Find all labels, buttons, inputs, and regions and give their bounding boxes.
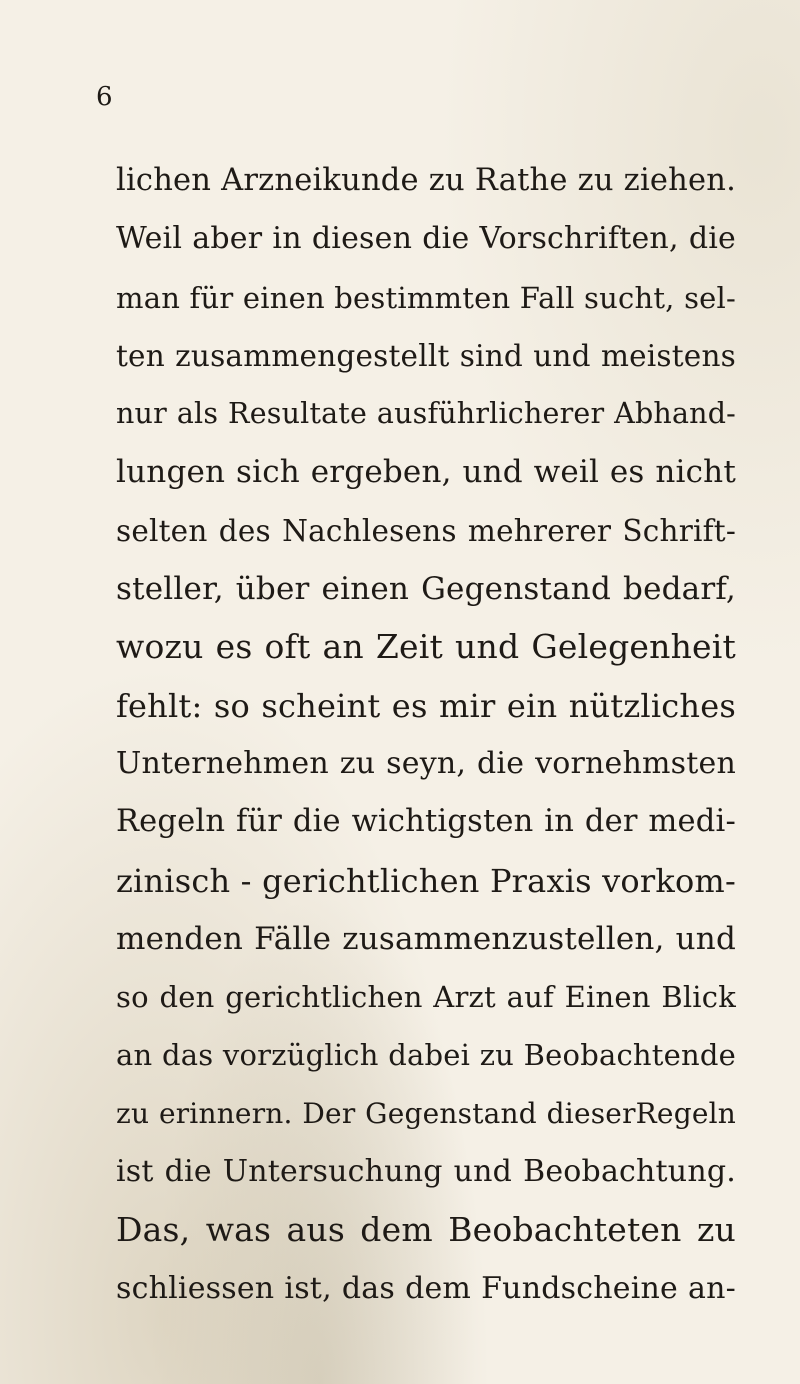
text-line: Das, was aus dem Beobachteten zu bbox=[116, 1210, 736, 1250]
page-number: 6 bbox=[96, 82, 113, 112]
text-line: steller, über einen Gegenstand bedarf, bbox=[116, 571, 736, 608]
text-line: menden Fälle zusammenzustellen, und bbox=[116, 920, 736, 957]
text-line: Weil aber in diesen die Vorschriften, die bbox=[116, 221, 736, 257]
text-line: an das vorzüglich dabei zu Beobachtende bbox=[116, 1038, 736, 1073]
text-line: schliessen ist, das dem Fundscheine an- bbox=[116, 1270, 736, 1306]
text-line: zinisch - gerichtlichen Praxis vorkom- bbox=[116, 861, 736, 900]
text-line: so den gerichtlichen Arzt auf Einen Blick bbox=[116, 980, 736, 1015]
text-line: wozu es oft an Zeit und Gelegenheit bbox=[116, 627, 736, 667]
text-line: ist die Untersuchung und Beobachtung. bbox=[116, 1154, 736, 1190]
text-line: Unternehmen zu seyn, die vornehmsten bbox=[116, 745, 736, 781]
text-line: ten zusammengestellt sind und meistens bbox=[116, 338, 736, 373]
text-line: man für einen bestimmten Fall sucht, sel- bbox=[116, 280, 736, 315]
text-line: fehlt: so scheint es mir ein nützliches bbox=[116, 686, 736, 725]
text-line: Regeln für die wichtigsten in der medi- bbox=[116, 804, 736, 840]
text-line: zu erinnern. Der Gegenstand dieserRegeln bbox=[116, 1096, 736, 1130]
text-line: lichen Arzneikunde zu Rathe zu ziehen. bbox=[116, 163, 736, 198]
body-text bbox=[116, 152, 736, 1318]
text-line: selten des Nachlesens mehrerer Schrift- bbox=[116, 513, 736, 548]
text-line: lungen sich ergeben, und weil es nicht bbox=[116, 454, 736, 491]
text-line: nur als Resultate ausführlicherer Abhand- bbox=[116, 397, 736, 431]
